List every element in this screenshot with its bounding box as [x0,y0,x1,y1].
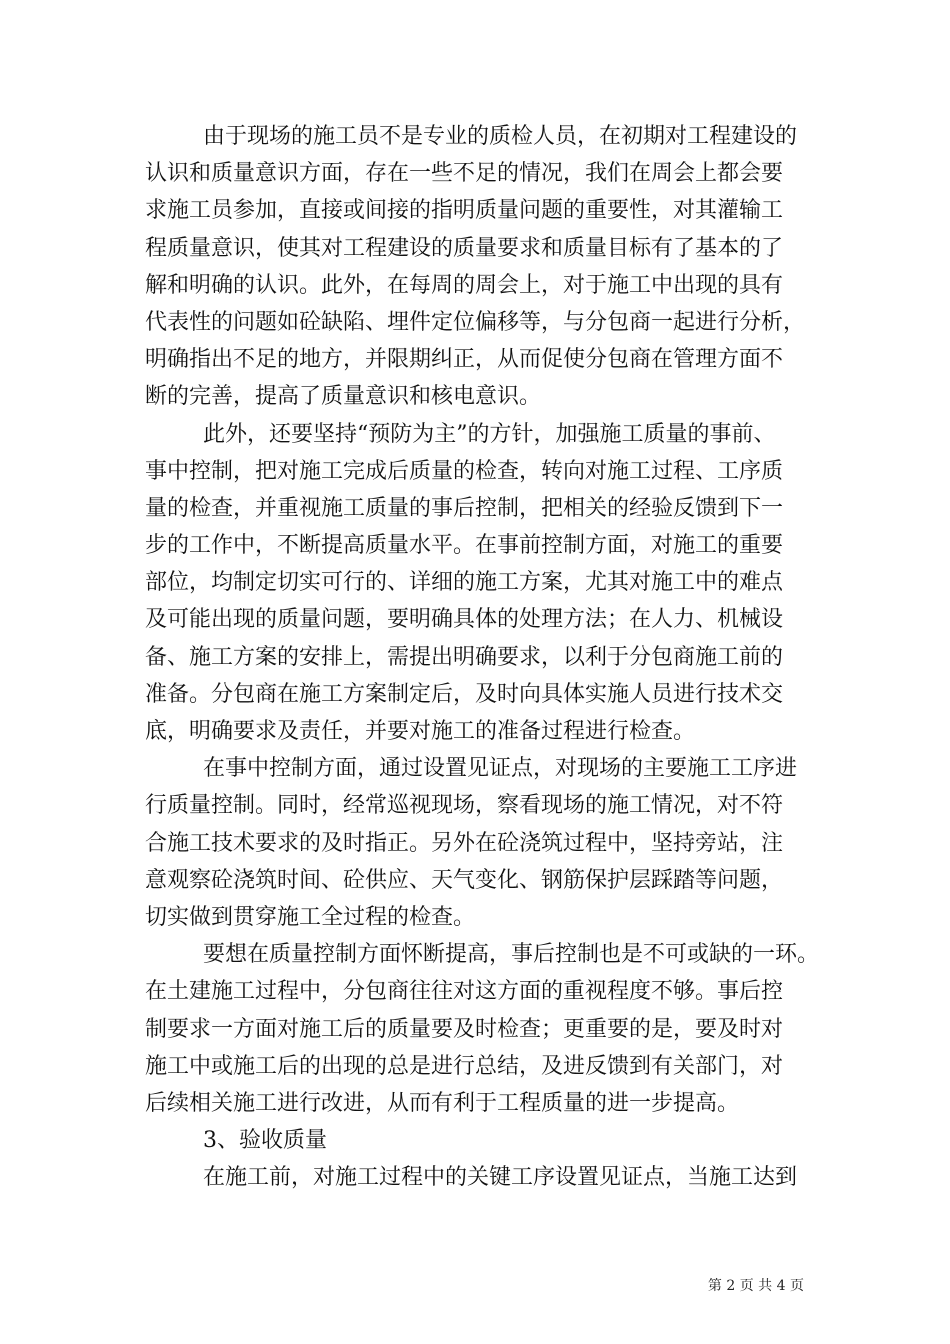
paragraph-line: 由于现场的施工员不是专业的质检人员，在初期对工程建设的 [203,124,798,149]
paragraph-line: 后续相关施工进行改进，从而有利于工程质量的进一步提高。 [145,1090,740,1116]
paragraph-line: 明确指出不足的地方，并限期纠正，从而促使分包商在管理方面不 [145,347,784,373]
paragraph-line: 施工中或施工后的出现的总是进行总结，及进反馈到有关部门，对 [145,1053,784,1079]
paragraph-line: 解和明确的认识。此外，在每周的周会上，对于施工中出现的具有 [145,272,784,298]
document-body [145,118,820,1196]
paragraph-line: 部位，均制定切实可行的、详细的施工方案，尤其对施工中的难点 [145,570,784,596]
paragraph-line: 备、施工方案的安排上，需提出明确要求，以利于分包商施工前的 [145,644,784,670]
paragraph-line: 代表性的问题如砼缺陷、埋件定位偏移等，与分包商一起进行分析， [145,309,806,335]
paragraph-line: 求施工员参加，直接或间接的指明质量问题的重要性，对其灌输工 [145,198,784,224]
section-heading: 3、验收质量 [203,1128,327,1154]
paragraph-line: 及可能出现的质量问题，要明确具体的处理方法；在人力、机械设 [145,607,784,633]
paragraph-line: 事中控制，把对施工完成后质量的检查，转向对施工过程、工序质 [145,458,784,484]
paragraph-line: 在施工前，对施工过程中的关键工序设置见证点，当施工达到 [203,1165,798,1191]
paragraph-line: 程质量意识，使其对工程建设的质量要求和质量目标有了基本的了 [145,235,784,261]
paragraph-line: 断的完善，提高了质量意识和核电意识。 [145,384,542,410]
paragraph-line: 步的工作中，不断提高质量水平。在事前控制方面，对施工的重要 [145,533,784,559]
paragraph-line: 要想在质量控制方面怀断提高，事后控制也是不可或缺的一环。 [203,942,820,968]
paragraph-line: 行质量控制。同时，经常巡视现场，察看现场的施工情况，对不符 [145,793,784,819]
paragraph-line: 合施工技术要求的及时指正。另外在砼浇筑过程中，坚持旁站，注 [145,830,784,856]
paragraph-line: 意观察砼浇筑时间、砼供应、天气变化、钢筋保护层踩踏等问题， [145,867,784,893]
paragraph-line: 认识和质量意识方面，存在一些不足的情况，我们在周会上都会要 [145,161,784,187]
paragraph-line: 准备。分包商在施工方案制定后，及时向具体实施人员进行技术交 [145,681,784,707]
paragraph-line: 制要求一方面对施工后的质量要及时检查；更重要的是，要及时对 [145,1016,784,1042]
paragraph-line: 在土建施工过程中，分包商往往对这方面的重视程度不够。事后控 [145,979,784,1005]
paragraph-line: 在事中控制方面，通过设置见证点，对现场的主要施工工序进 [203,756,798,782]
paragraph-line: 量的检查，并重视施工质量的事后控制，把相关的经验反馈到下一 [145,495,784,521]
paragraph-line: 此外，还要坚持“预防为主”的方针，加强施工质量的事前、 [203,421,776,447]
page-number: 第 2 页 共 4 页 [707,1278,804,1294]
paragraph-line: 切实做到贯穿施工全过程的检查。 [145,904,476,930]
paragraph-line: 底，明确要求及责任，并要对施工的准备过程进行检查。 [145,719,696,744]
